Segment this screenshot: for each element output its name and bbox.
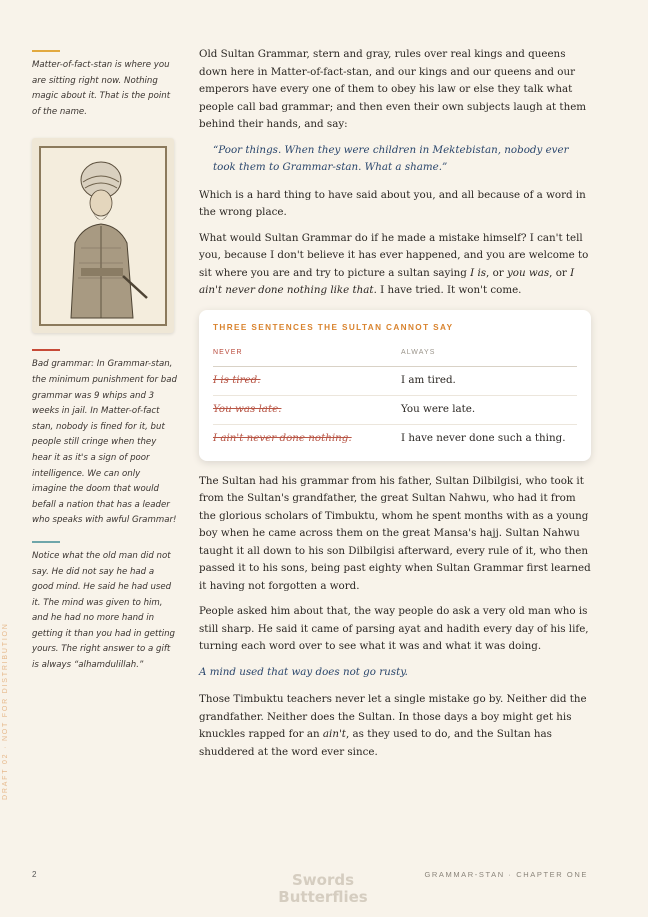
sultan-illustration <box>41 148 165 324</box>
note-rule <box>32 349 60 351</box>
paragraph: Which is a hard thing to have said about you, and all because of a word in the wrong place. <box>199 188 586 218</box>
correct-sentence: You were late. <box>401 402 476 415</box>
paragraph: The Sultan had his grammar from his father, Sultan Dilbilgisi, who took it from the Sultan's grandfather, the great Sultan Nahwu, who had it from the glorious scholars of Timbuktu, whom he spent months with as a young boy when he came across them on the great Mansa's hajj. Sultan Nahwu taught it all down to his son Dilbilgisi afterward, every rule of it, who then passed it to his sons, being past eighty when Sultan Grammar first learned it having not forgotten a word. <box>199 474 591 592</box>
margin-note-text: Matter-of-fact-stan is where you are sitting right now. Nothing magic about it. That is the point of the name. <box>32 60 171 117</box>
margin-note-matter-of-fact <box>32 50 177 120</box>
column-header-always: ALWAYS <box>401 349 436 356</box>
column-header-never: NEVER <box>213 349 243 356</box>
portrait-frame <box>39 146 167 326</box>
margin-notes <box>32 50 177 674</box>
margin-note-old-man <box>32 541 177 674</box>
text-span: , or <box>549 266 571 279</box>
draft-watermark: DRAFT 02 · NOT FOR DISTRIBUTION <box>2 622 9 800</box>
example-phrase: you was <box>506 266 550 279</box>
incorrect-sentence: I is tired. <box>213 373 261 386</box>
example-phrase: ain't <box>322 728 346 740</box>
running-footer-chapter: GRAMMAR-STAN · CHAPTER ONE <box>424 870 588 879</box>
text-span: , or <box>486 266 507 279</box>
incorrect-sentence: You was late. <box>213 402 282 415</box>
paragraph: People asked him about that, the way people do ask a very old man who is still sharp. He said it came of parsing ayat and hadith every day of his life, turning each word over to see what it was and what it was doing. <box>199 605 589 652</box>
note-rule <box>32 50 60 52</box>
logo-line-swords: Swords <box>291 871 355 889</box>
logo-line-butterflies: Butterflies <box>278 888 368 906</box>
pull-quote: “Poor things. When they were children in Mektebistan, nobody ever took them to Grammar-stan. What a shame.” <box>213 143 569 173</box>
margin-note-text: Bad grammar: In Grammar-stan, the minimum punishment for bad grammar was 9 whips and 3 weeks in jail. In Matter-of-fact stan, nobody is fined for it, but people still cringe when they hear it as it's a sign of poor intelligence. We can only imagine the doom that would befall a nation that has a leader who speaks with awful Grammar! <box>32 359 177 526</box>
note-rule <box>32 541 60 543</box>
sultan-portrait <box>32 138 174 333</box>
example-phrase: I ain't never done nothing like that <box>199 266 575 296</box>
text-span: , as they used to do, and the Sultan has shuddered at the word ever since. <box>199 728 552 758</box>
callout-title: THREE SENTENCES THE SULTAN CANNOT SAY <box>213 322 454 332</box>
example-phrase: I is <box>470 266 487 279</box>
paragraph <box>199 230 591 300</box>
publisher-logo <box>278 872 368 906</box>
incorrect-sentence: I ain't never done nothing. <box>213 431 352 444</box>
callout-header-row <box>213 344 577 367</box>
correct-sentence: I am tired. <box>401 373 456 386</box>
page-number: 2 <box>32 870 37 879</box>
callout-row <box>213 425 577 453</box>
callout-row <box>213 367 577 396</box>
text-span: Those Timbuktu teachers never let a single mistake go by. Neither did the grandfather. Neither does the Sultan. In those days a boy might get his knuckles rapped for an <box>199 693 587 740</box>
margin-note-text: Notice what the old man did not say. He did not say he had a good mind. He said he had used it. The mind was given to him, and he had no more hand in getting it than you had in getting yours. The right answer to a gift is always “alhamdulillah.” <box>32 550 176 671</box>
paragraph: Old Sultan Grammar, stern and gray, rules over real kings and queens down here in Matter-of-fact-stan, and our kings and our queens and our emperors have every one of them to obey his law or else they talk what people call bad grammar; and then even their own subjects laugh at them behind their hands, and say: <box>199 48 587 130</box>
text-span: . I have tried. It won't come. <box>373 284 522 296</box>
text-span: What would Sultan Grammar do if he made a mistake himself? I can't tell you, because I don't believe it has ever happened, and you are welcome to sit where you are and try to picture a sultan saying <box>199 231 589 279</box>
chapter-body <box>199 46 591 769</box>
emphasis-line: A mind used that way does not go rusty. <box>199 665 408 678</box>
correct-sentence: I have never done such a thing. <box>401 431 566 444</box>
margin-note-bad-grammar <box>32 349 177 529</box>
sentences-callout-box <box>199 310 591 461</box>
paragraph <box>199 691 591 761</box>
callout-row <box>213 396 577 425</box>
